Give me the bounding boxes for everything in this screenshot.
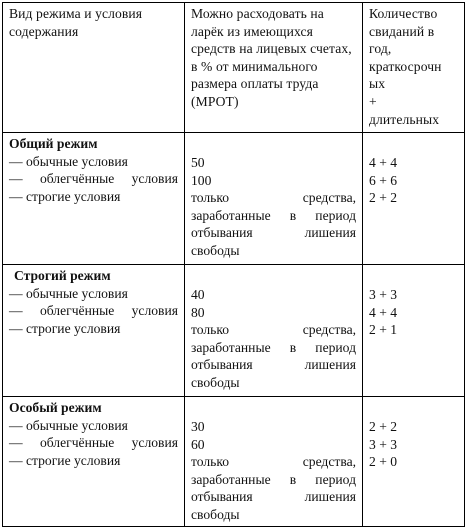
conditions-cell	[3, 133, 185, 265]
section-title: Особый режим	[9, 400, 102, 415]
spend-value: только средства, заработанные в период отбывания лишения свободы	[191, 190, 356, 258]
header-visits-line: Количество	[369, 6, 438, 21]
visits-value: 3 + 3	[369, 436, 398, 452]
conditions-cell	[3, 265, 185, 397]
header-visits-line: +	[369, 93, 377, 109]
spend-value: только средства, заработанные в период отбывания лишения свободы	[191, 322, 356, 390]
section-row-strict	[3, 265, 465, 397]
condition-item: — обычные условия	[9, 417, 128, 433]
header-spend-percent: Можно расходовать на ларёк из имеющихся средств на лицевых счетах, в % от минимального размера оплаты труда (МРОТ)	[185, 3, 363, 133]
condition-item: — строгие условия	[9, 320, 121, 336]
visits-value: 2 + 2	[369, 190, 398, 206]
header-visits-line: краткосрочн	[369, 58, 442, 74]
spend-value: 40	[191, 287, 205, 302]
condition-item: — строгие условия	[9, 452, 121, 468]
spend-value: 80	[191, 304, 205, 320]
header-visits-per-year	[363, 3, 465, 133]
visits-cell	[363, 133, 465, 265]
spend-value: только средства, заработанные в период отбывания лишения свободы	[191, 454, 356, 522]
condition-item: — облегчённые условия	[9, 435, 178, 451]
section-title: Строгий режим	[14, 268, 111, 283]
visits-value: 4 + 4	[369, 304, 398, 320]
spend-value: 100	[191, 172, 212, 188]
spend-value: 30	[191, 419, 205, 434]
spend-value: 50	[191, 155, 205, 170]
spend-cell	[185, 133, 363, 265]
conditions-cell	[3, 397, 185, 527]
condition-item: — облегчённые условия	[9, 171, 178, 187]
condition-item: — обычные условия	[9, 153, 128, 169]
header-visits-line: ых	[369, 76, 386, 92]
header-row	[3, 3, 465, 133]
visits-value: 6 + 6	[369, 172, 398, 188]
condition-item: — обычные условия	[9, 285, 128, 301]
document-page	[2, 2, 465, 527]
header-visits-line: длительных	[369, 111, 440, 127]
header-visits-line: год,	[369, 41, 392, 57]
spend-cell	[185, 397, 363, 527]
visits-value: 2 + 0	[369, 454, 398, 470]
spend-value: 60	[191, 436, 205, 452]
regime-table	[2, 2, 465, 527]
visits-value: 2 + 2	[369, 419, 398, 434]
spend-cell	[185, 265, 363, 397]
section-row-general	[3, 133, 465, 265]
visits-value: 4 + 4	[369, 155, 398, 170]
visits-cell	[363, 265, 465, 397]
condition-item: — облегчённые условия	[9, 303, 178, 319]
header-regime-conditions: Вид режима и условия содержания	[3, 3, 185, 133]
header-visits-line: свиданий в	[369, 23, 435, 39]
visits-value: 2 + 1	[369, 322, 398, 338]
condition-item: — строгие условия	[9, 188, 121, 204]
section-row-special	[3, 397, 465, 527]
visits-cell	[363, 397, 465, 527]
section-title: Общий режим	[9, 136, 98, 151]
visits-value: 3 + 3	[369, 287, 398, 302]
